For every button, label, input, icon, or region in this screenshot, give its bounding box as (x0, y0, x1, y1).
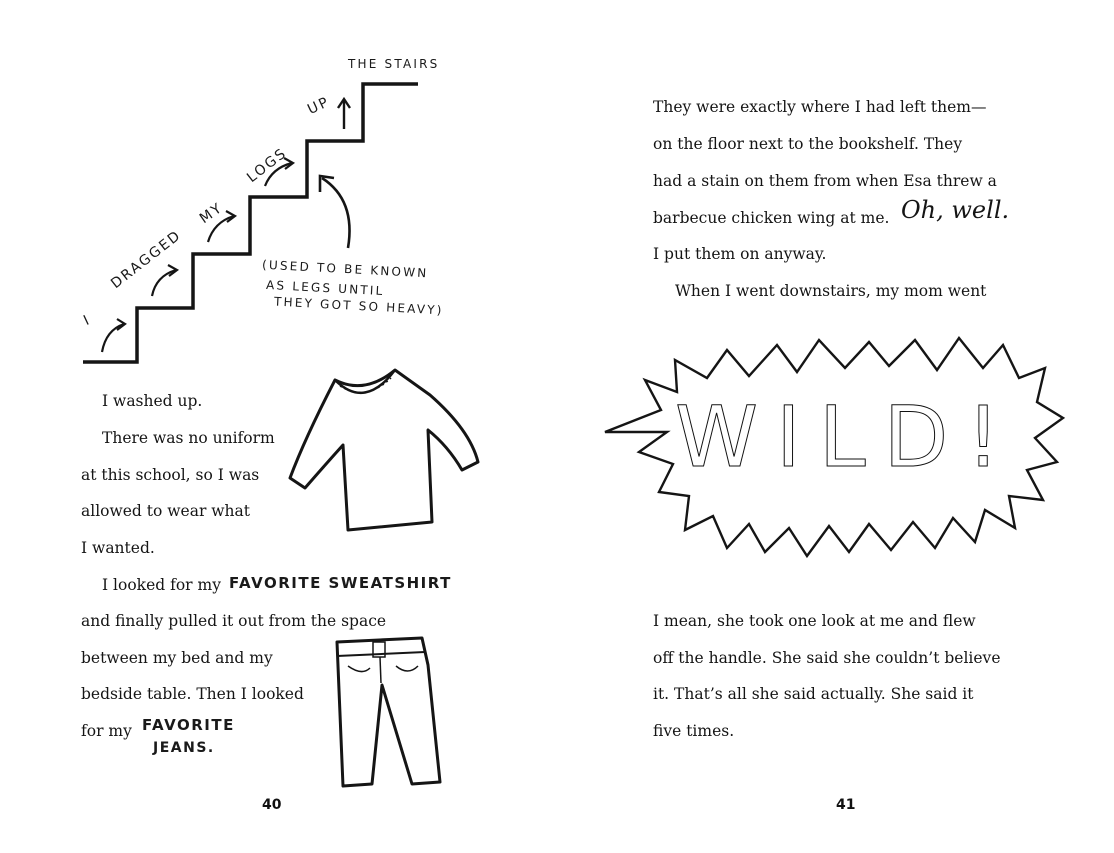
page-number-right: 41 (836, 797, 856, 813)
text-line-downstairs: When I went downstairs, my mom went (675, 282, 987, 300)
stairs-word-dragged: DRAGGED (108, 227, 185, 292)
text-line-barbecue: barbecue chicken wing at me. (653, 209, 890, 227)
note-line-1: (USED TO BE KNOWN (261, 257, 429, 281)
text-line-thats-all: it. That’s all she said actually. She said it (653, 685, 974, 703)
text-line-handle: off the handle. She said she couldn’t believe (653, 649, 1001, 667)
stairs-word-the-stairs: THE STAIRS (348, 57, 440, 71)
text-line-school: at this school, so I was (81, 466, 260, 484)
stairs-word-my: MY (196, 199, 227, 227)
text-line-took-one-look: I mean, she took one look at me and flew (653, 612, 976, 630)
wild-text: WILD! (675, 388, 1018, 486)
text-line-pulled: and finally pulled it out from the space (81, 612, 387, 630)
favorite-jeans-label-2: JEANS. (153, 740, 215, 756)
text-line-five-times: five times. (653, 722, 735, 740)
stairs-word-i: I (81, 311, 94, 329)
favorite-jeans-label-1: FAVORITE (142, 716, 235, 734)
text-line-floor: on the floor next to the bookshelf. They (653, 135, 963, 153)
note-line-3: THEY GOT SO HEAVY) (273, 294, 444, 318)
text-line-wanted: I wanted. (81, 539, 155, 557)
text-line-for-my: for my (81, 722, 132, 740)
text-line-between: between my bed and my (81, 649, 273, 667)
text-line-uniform: There was no uniform (102, 429, 275, 447)
text-line-looked: I looked for my (102, 576, 221, 594)
text-line-allowed: allowed to wear what (81, 502, 251, 520)
stairs-word-up: UP (305, 93, 333, 118)
text-line-anyway: I put them on anyway. (653, 245, 827, 263)
right-page (557, 0, 1114, 853)
text-line-bedside: bedside table. Then I looked (81, 685, 304, 703)
oh-well-handwritten: Oh, well. (901, 196, 1010, 224)
text-line-exactly: They were exactly where I had left them— (653, 98, 987, 116)
text-line-stain: had a stain on them from when Esa threw a (653, 172, 997, 190)
note-line-2: AS LEGS UNTIL (265, 277, 385, 299)
jeans-outline (337, 638, 440, 786)
text-line-washed: I washed up. (102, 392, 203, 410)
stairs-word-logs: LOGS (244, 145, 291, 186)
page-number-left: 40 (262, 797, 282, 813)
favorite-sweatshirt-label: FAVORITE SWEATSHIRT (229, 574, 452, 592)
